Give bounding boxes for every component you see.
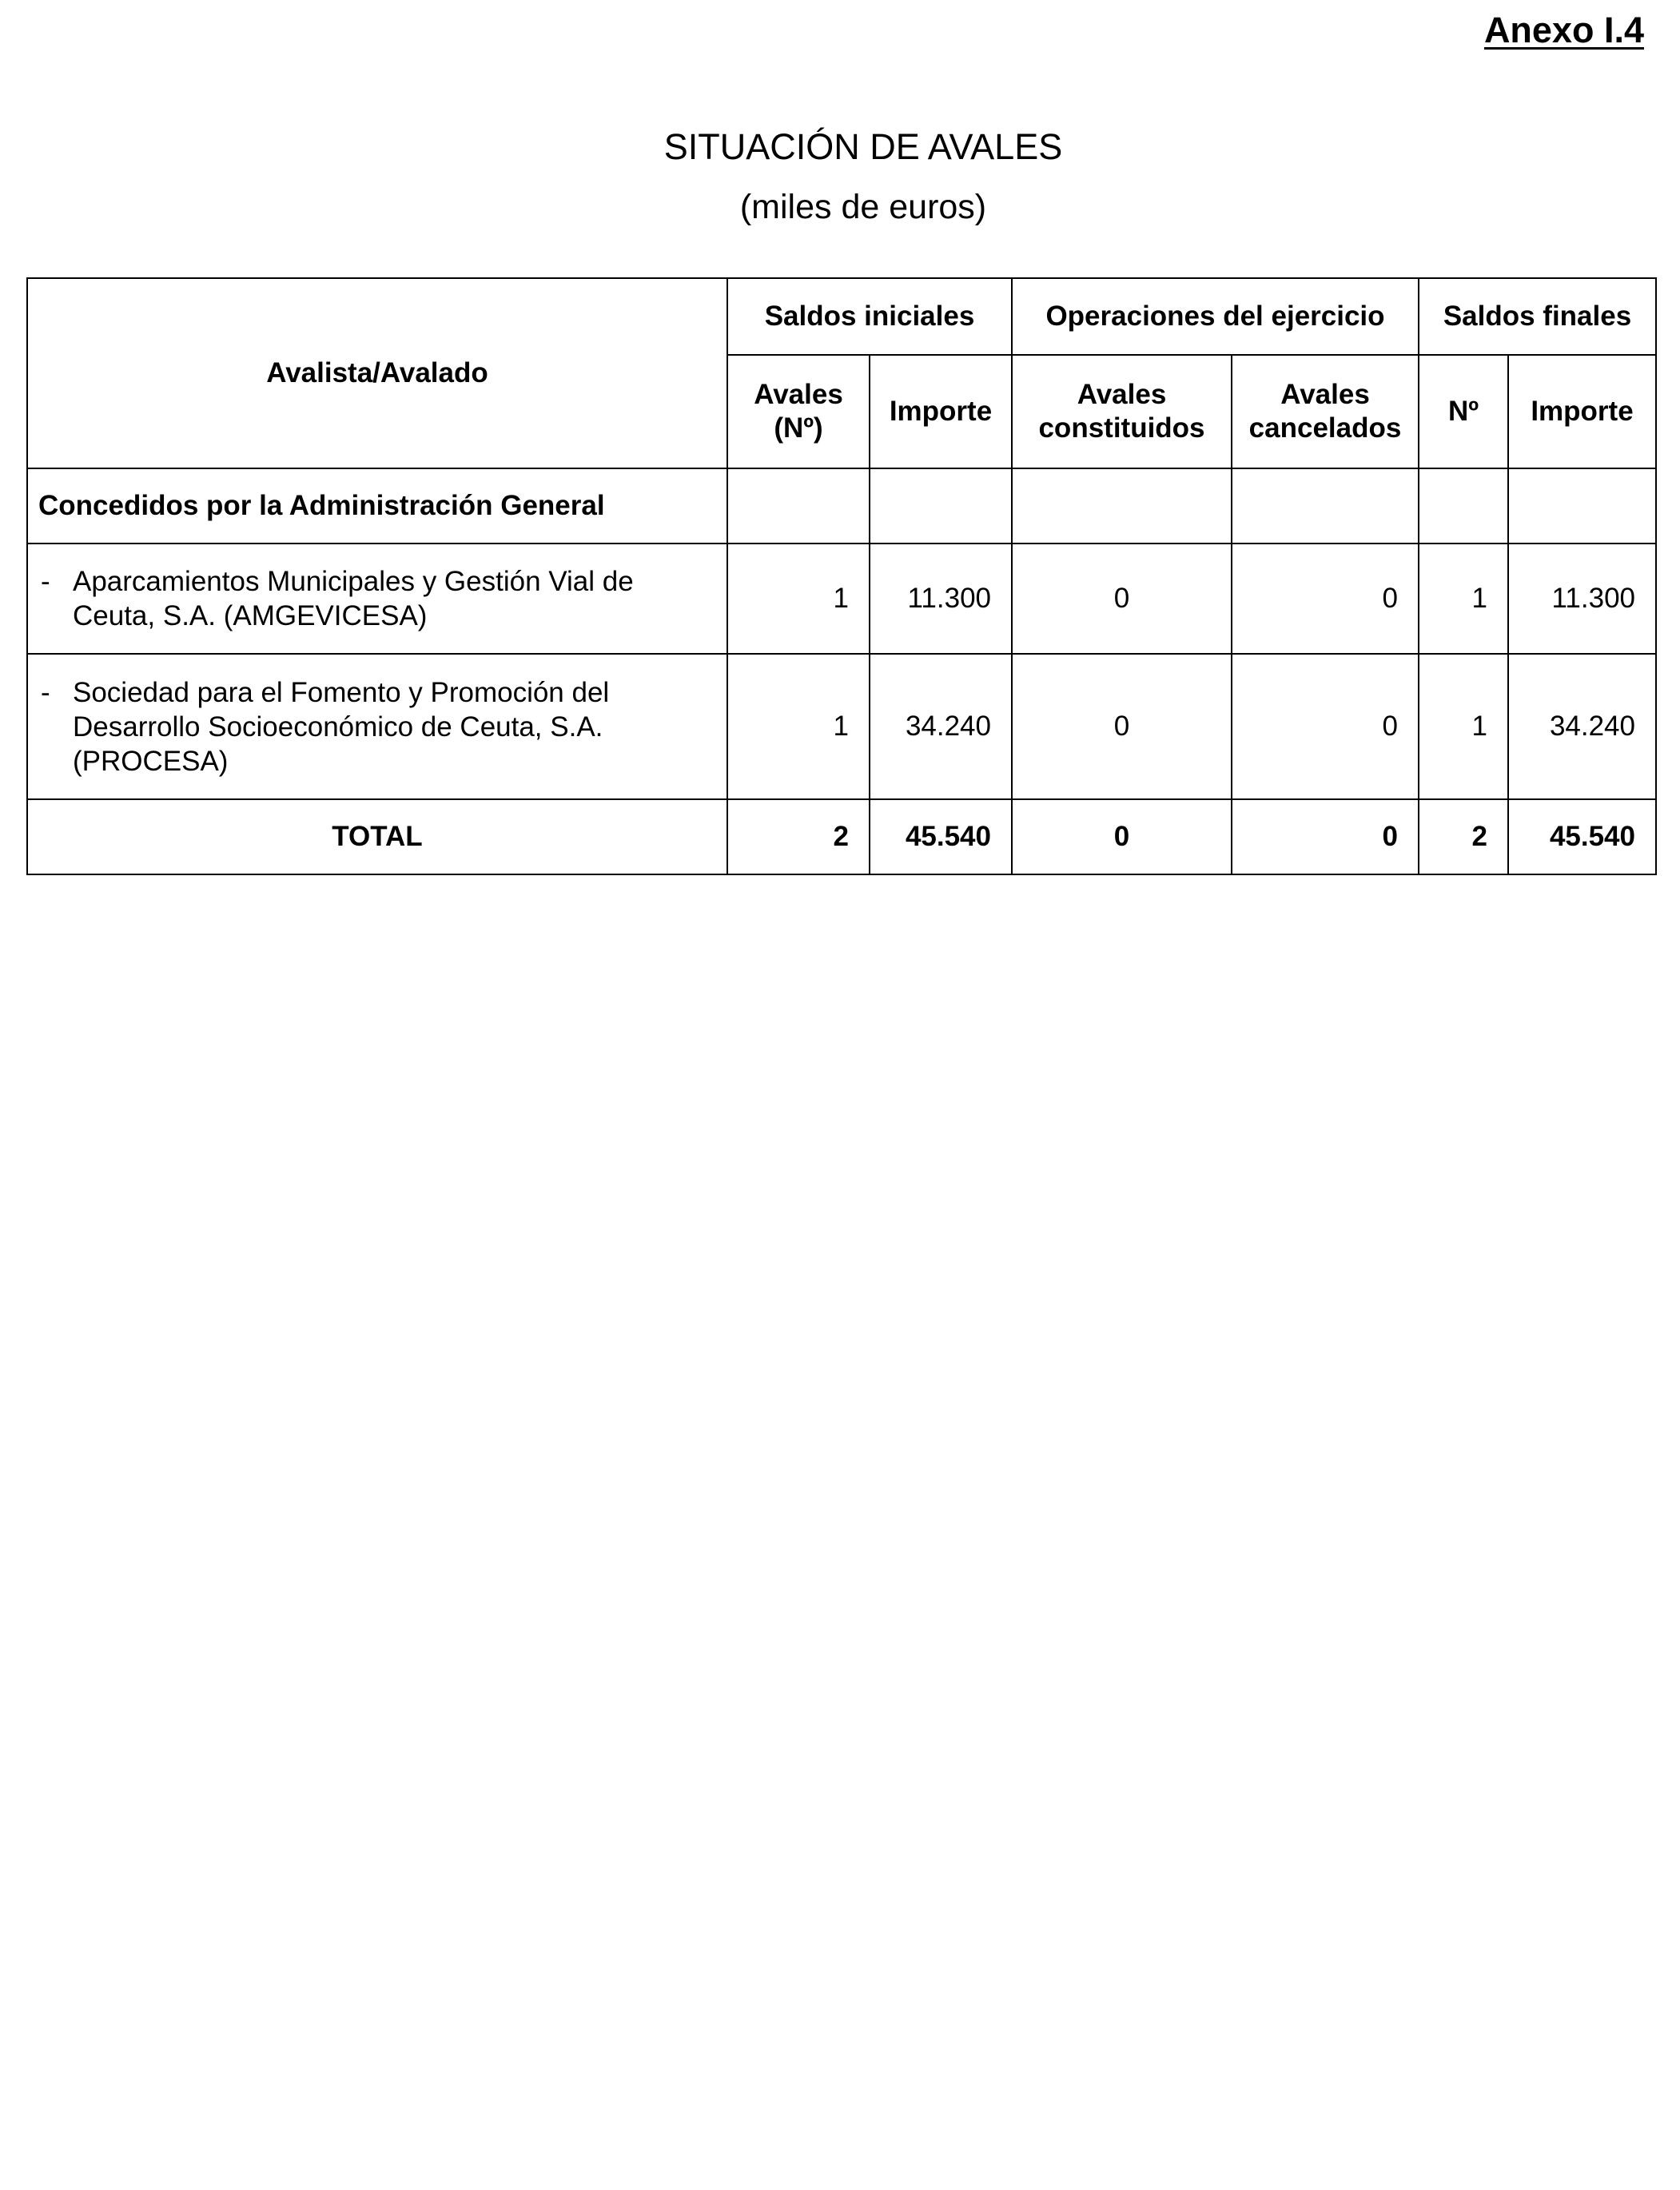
total-initial-n: 2: [727, 799, 870, 874]
page-subtitle: (miles de euros): [739, 188, 987, 226]
cell-cancelados: 0: [1232, 654, 1419, 799]
cell-constituidos: 0: [1012, 654, 1232, 799]
cell-initial-n: 1: [727, 654, 870, 799]
cell-final-n: 1: [1419, 654, 1508, 799]
entity-cell: - Aparcamientos Municipales y Gestión Vial de Ceuta, S.A. (AMGEVICESA): [27, 544, 727, 654]
header-importe-final: Importe: [1508, 355, 1656, 468]
table-row: [27, 544, 1656, 654]
table-row: [27, 654, 1656, 799]
cell-constituidos: 0: [1012, 544, 1232, 654]
header-avales-n: Avales (Nº): [727, 355, 870, 468]
header-final-n: Nº: [1419, 355, 1508, 468]
header-entity: Avalista/Avalado: [27, 278, 727, 468]
total-initial-importe: 45.540: [870, 799, 1012, 874]
cell-initial-importe: 34.240: [870, 654, 1012, 799]
cell-initial-n: 1: [727, 544, 870, 654]
cell-final-importe: 11.300: [1508, 544, 1656, 654]
header-group-row: [27, 278, 1656, 355]
avales-table: [26, 277, 1657, 875]
header-saldos-finales: Saldos finales: [1419, 278, 1656, 355]
cell-final-importe: 34.240: [1508, 654, 1656, 799]
header-importe-initial: Importe: [870, 355, 1012, 468]
total-constituidos: 0: [1012, 799, 1232, 874]
total-final-n: 2: [1419, 799, 1508, 874]
annex-label: Anexo I.4: [1483, 10, 1644, 50]
cell-initial-importe: 11.300: [870, 544, 1012, 654]
page-title: SITUACIÓN DE AVALES: [663, 126, 1063, 167]
entity-cell: - Sociedad para el Fomento y Promoción del Desarrollo Socioeconómico de Ceuta, S.A. (PROCESA): [27, 654, 727, 799]
section-label: Concedidos por la Administración General: [27, 468, 727, 544]
total-final-importe: 45.540: [1508, 799, 1656, 874]
section-row: [27, 468, 1656, 544]
header-avales-cancelados: Avales cancelados: [1232, 355, 1419, 468]
header-avales-constituidos: Avales constituidos: [1012, 355, 1232, 468]
total-label: TOTAL: [27, 799, 727, 874]
cell-cancelados: 0: [1232, 544, 1419, 654]
total-row: [27, 799, 1656, 874]
header-saldos-iniciales: Saldos iniciales: [727, 278, 1012, 355]
entity-name: Sociedad para el Fomento y Promoción del Desarrollo Socioeconómico de Ceuta, S.A. (PROCESA): [73, 676, 610, 777]
entity-name: Aparcamientos Municipales y Gestión Vial de Ceuta, S.A. (AMGEVICESA): [73, 566, 634, 631]
total-cancelados: 0: [1232, 799, 1419, 874]
header-operaciones: Operaciones del ejercicio: [1012, 278, 1419, 355]
cell-final-n: 1: [1419, 544, 1508, 654]
